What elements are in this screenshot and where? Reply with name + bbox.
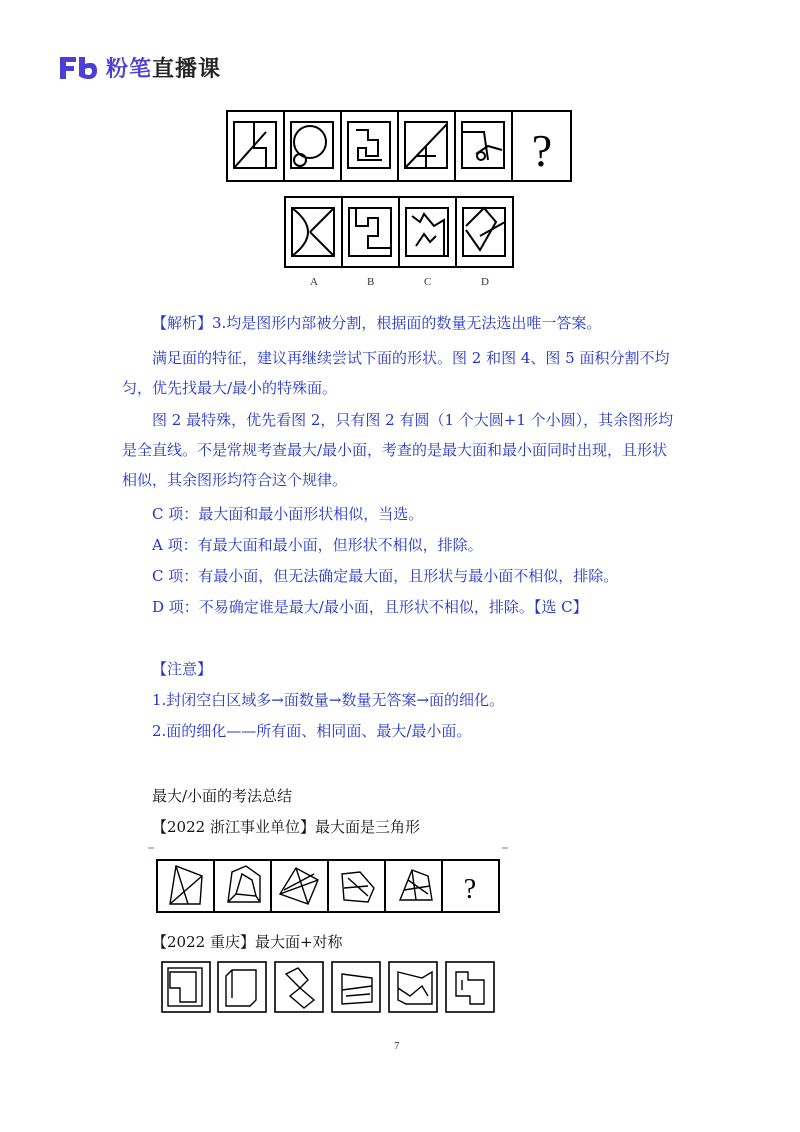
example-1-question-mark: ? — [463, 874, 477, 905]
analysis-option-a: A 项：有最大面和最小面，但形状不相似，排除。 — [152, 536, 483, 554]
logo-text — [106, 52, 221, 83]
option-label-a: A — [310, 276, 318, 288]
note-item-1: 1.封闭空白区域多→面数量→数量无答案→面的细化。 — [152, 691, 505, 709]
note-item-2: 2.面的细化——所有面、相同面、最大/最小面。 — [152, 722, 472, 740]
question-mark: ? — [531, 125, 553, 176]
option-label-d: D — [481, 276, 489, 288]
analysis-paragraph-3: 图 2 最特殊，优先看图 2，只有图 2 有圆（1 个大圆+1 个小圆），其余图形均是全直线。不是常规考查最大/最小面，考查的是最大面和最小面同时出现，且形状相似，其余图形均符合这个规律。 — [122, 411, 674, 489]
example-2-puzzle-row — [160, 960, 500, 1016]
logo-suffix: 直播课 — [152, 57, 222, 82]
example-1-puzzle-row — [148, 846, 510, 916]
analysis-option-c: C 项：最大面和最小面形状相似，当选。 — [152, 505, 424, 523]
fenbi-logo-icon — [58, 55, 98, 81]
analysis-paragraph-1: 【解析】3.均是图形内部被分割，根据面的数量无法选出唯一答案。 — [152, 314, 602, 332]
option-label-b: B — [367, 276, 375, 288]
puzzle-top-row — [226, 110, 572, 182]
analysis-paragraph-2: 满足面的特征，建议再继续尝试下面的形状。图 2 和图 4、图 5 面积分割不均匀，优先找最大/最小的特殊面。 — [122, 349, 670, 397]
example-2-title: 【2022 重庆】最大面+对称 — [152, 933, 343, 951]
logo-brand: 粉笔 — [106, 57, 153, 82]
puzzle-options-row — [284, 196, 514, 268]
option-label-c: C — [424, 276, 432, 288]
page-number: 7 — [394, 1040, 400, 1052]
header-logo — [58, 52, 221, 83]
note-title: 【注意】 — [152, 660, 213, 678]
summary-title: 最大/小面的考法总结 — [152, 787, 293, 805]
analysis-option-d: D 项：不易确定谁是最大/最小面，且形状不相似，排除。【选 C】 — [152, 598, 588, 616]
analysis-option-c-2: C 项：有最小面，但无法确定最大面，且形状与最小面不相似，排除。 — [152, 567, 619, 585]
example-1-title: 【2022 浙江事业单位】最大面是三角形 — [152, 818, 420, 836]
